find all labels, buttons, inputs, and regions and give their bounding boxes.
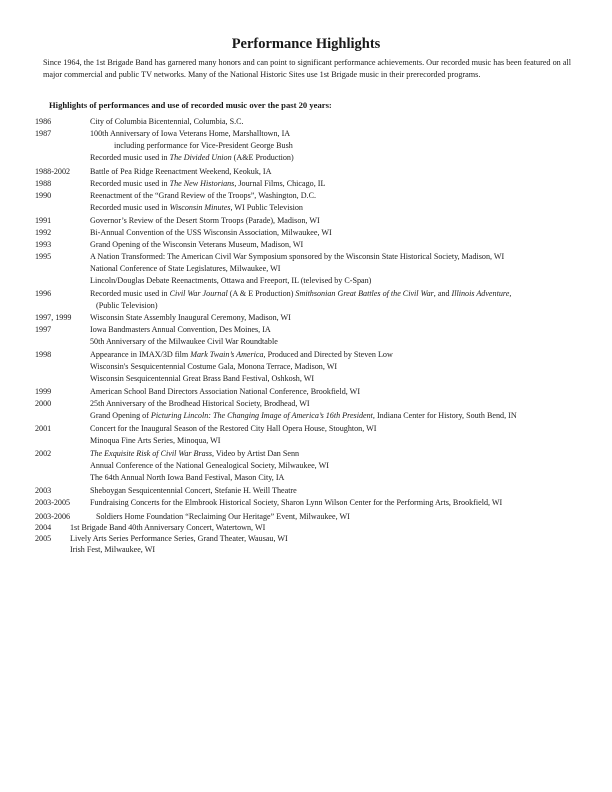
entry-text: Grand Opening of the Wisconsin Veterans Museum, Madison, WI <box>90 240 304 249</box>
entry-line <box>90 178 325 189</box>
entry-text: The 64th Annual North Iowa Band Festival, Mason City, IA <box>90 473 285 482</box>
entry-text: , Video by Artist Dan Senn <box>212 449 300 458</box>
entry-line <box>90 239 303 250</box>
entry-line <box>90 275 371 286</box>
entry-text: 25th Anniversary of the Brodhead Historical Society, Brodhead, WI <box>90 399 310 408</box>
entry-line <box>90 324 271 335</box>
entry-title-italic: Wisconsin Minutes <box>169 203 231 212</box>
entry-title-italic: The Divided Union <box>169 153 232 162</box>
entry-title-italic: Illinois Adventure <box>451 289 510 298</box>
entry-year: 2002 <box>35 449 52 458</box>
entry-year: 2004 <box>35 523 52 532</box>
entry-year: 1986 <box>35 117 52 126</box>
entry-text: , Indiana Center for History, South Bend, IN <box>372 411 517 420</box>
entry-text: Battle of Pea Ridge Reenactment Weekend, Keokuk, IA <box>90 167 272 176</box>
entry-title-italic: Picturing Lincoln: The Changing Image of America’s 16th President <box>150 411 373 420</box>
entry-text: Recorded music used in <box>90 289 170 298</box>
entry-text: , and <box>433 289 452 298</box>
page-title: Performance Highlights <box>231 36 381 52</box>
entry-line <box>70 544 155 555</box>
entry-year: 1992 <box>35 228 52 237</box>
entry-line <box>96 511 350 522</box>
entry-line <box>90 435 220 446</box>
entry-line <box>90 361 337 372</box>
entry-year: 1990 <box>35 191 52 200</box>
entry-line <box>90 373 314 384</box>
entry-text: including performance for Vice-President George Bush <box>114 141 293 150</box>
entry-text: Annual Conference of the National Genealogical Society, Milwaukee, WI <box>90 461 329 470</box>
entry-text: Appearance in IMAX/3D film <box>90 350 191 359</box>
entry-text: 50th Anniversary of the Milwaukee Civil War Roundtable <box>90 337 278 346</box>
entry-year: 1995 <box>35 252 52 261</box>
entry-text: Wisconsin Sesquicentennial Great Brass Band Festival, Oshkosh, WI <box>90 374 315 383</box>
entry-title-italic: The Exquisite Risk of Civil War Brass <box>90 449 213 458</box>
entry-text: City of Columbia Bicentennial, Columbia, S.C. <box>90 117 244 126</box>
entry-line <box>90 460 329 471</box>
entry-line <box>90 349 393 360</box>
entry-text: (A&E Production) <box>231 153 294 162</box>
entry-text: 1st Brigade Band 40th Anniversary Concert, Watertown, WI <box>70 523 266 532</box>
entry-text: Bi-Annual Convention of the USS Wisconsin Association, Milwaukee, WI <box>90 228 332 237</box>
entry-line <box>90 472 284 483</box>
entry-text: Grand Opening of <box>90 411 151 420</box>
entry-text: Irish Fest, Milwaukee, WI <box>70 545 156 554</box>
entry-line <box>90 448 299 459</box>
entry-line <box>90 423 376 434</box>
entry-text: Fundraising Concerts for the Elmbrook Historical Society, Sharon Lynn Wilson Center for the Performing Arts, Brookfield, WI <box>90 498 503 507</box>
entry-year: 1988 <box>35 179 52 188</box>
entry-line <box>90 215 320 226</box>
entry-year: 1993 <box>35 240 52 249</box>
entry-year: 2005 <box>35 534 52 543</box>
entry-line <box>90 398 310 409</box>
entry-year: 1988-2002 <box>35 167 71 176</box>
entry-year: 2000 <box>35 399 52 408</box>
entry-line <box>90 202 303 213</box>
entry-text: Recorded music used in <box>90 179 170 188</box>
intro-paragraph: Since 1964, the 1st Brigade Band has garnered many honors and can point to significant performance achievements. Our recorded music has been featured on all major commercial and public TV networks. Many of the National Historic Sites use 1st Brigade music in their prerecorded programs. <box>43 58 571 80</box>
entry-text: Governor’s Review of the Desert Storm Troops (Parade), Madison, WI <box>90 216 320 225</box>
entry-text: Wisconsin State Assembly Inaugural Ceremony, Madison, WI <box>90 313 291 322</box>
entry-line <box>90 152 294 163</box>
entry-text: , Journal Films, Chicago, IL <box>234 179 326 188</box>
entry-title-italic: The New Historians <box>169 179 235 188</box>
entry-year: 1999 <box>35 387 52 396</box>
entry-text: , Produced and Directed by Steven Low <box>263 350 393 359</box>
entry-title-italic: Civil War Journal <box>169 289 228 298</box>
entry-text: Iowa Bandmasters Annual Convention, Des Moines, IA <box>90 325 271 334</box>
entry-text: Recorded music used in <box>90 153 170 162</box>
entry-line <box>90 227 332 238</box>
entry-line <box>90 386 360 397</box>
entry-text: Recorded music used in <box>90 203 170 212</box>
entry-line <box>96 300 158 311</box>
entry-title-italic: Mark Twain’s America <box>190 350 264 359</box>
entry-year: 1997 <box>35 325 52 334</box>
entry-text: Reenactment of the “Grand Review of the Troops”, Washington, D.C. <box>90 191 317 200</box>
entry-year: 2003 <box>35 486 52 495</box>
entry-text: Lively Arts Series Performance Series, Grand Theater, Wausau, WI <box>70 534 288 543</box>
entry-year: 1997, 1999 <box>35 313 72 322</box>
entry-text: Concert for the Inaugural Season of the Restored City Hall Opera House, Stoughton, WI <box>90 424 377 433</box>
entry-text: Wisconsin's Sesquicentennial Costume Gala, Monona Terrace, Madison, WI <box>90 362 338 371</box>
entry-line <box>114 140 293 151</box>
entry-title-italic: Smithsonian Great Battles of the Civil War <box>295 289 434 298</box>
entry-text: A Nation Transformed: The American Civil War Symposium sponsored by the Wisconsin State Historical Society, Madison, WI <box>90 252 505 261</box>
entry-year: 2003-2005 <box>35 498 71 507</box>
entry-year: 1987 <box>35 129 52 138</box>
entry-year: 2001 <box>35 424 52 433</box>
entry-year: 1998 <box>35 350 52 359</box>
entry-text: Lincoln/Douglas Debate Reenactments, Ottawa and Freeport, IL (televised by C-Span) <box>90 276 372 285</box>
highlights-subheading: Highlights of performances and use of recorded music over the past 20 years: <box>49 100 332 110</box>
entry-text: 100th Anniversary of Iowa Veterans Home, Marshalltown, IA <box>90 129 291 138</box>
entry-text: National Conference of State Legislatures, Milwaukee, WI <box>90 264 281 273</box>
entry-text: American School Band Directors Association National Conference, Brookfield, WI <box>90 387 361 396</box>
entry-text: (Public Television) <box>96 301 158 310</box>
entry-text: , <box>509 289 512 298</box>
entry-text: , WI Public Television <box>230 203 303 212</box>
entry-line <box>90 116 244 127</box>
entry-line <box>90 251 504 262</box>
entry-line <box>90 485 297 496</box>
entry-text: Sheboygan Sesquicentennial Concert, Stefanie H. Weill Theatre <box>90 486 297 495</box>
entry-line <box>90 166 271 177</box>
entry-year: 1991 <box>35 216 52 225</box>
entry-line <box>70 522 265 533</box>
entry-line <box>90 497 502 508</box>
entry-line <box>90 263 280 274</box>
entry-line <box>90 312 291 323</box>
entry-line <box>90 410 517 421</box>
entry-line <box>70 533 288 544</box>
entry-line <box>90 336 278 347</box>
entry-text: Soldiers Home Foundation “Reclaiming Our Heritage” Event, Milwaukee, WI <box>96 512 350 521</box>
entry-year: 2003-2006 <box>35 512 71 521</box>
entry-line <box>90 190 316 201</box>
entry-text: (A & E Production) <box>227 289 296 298</box>
entry-year: 1996 <box>35 289 52 298</box>
entry-text: Minoqua Fine Arts Series, Minoqua, WI <box>90 436 221 445</box>
entry-line <box>90 128 290 139</box>
entry-line <box>90 288 511 299</box>
